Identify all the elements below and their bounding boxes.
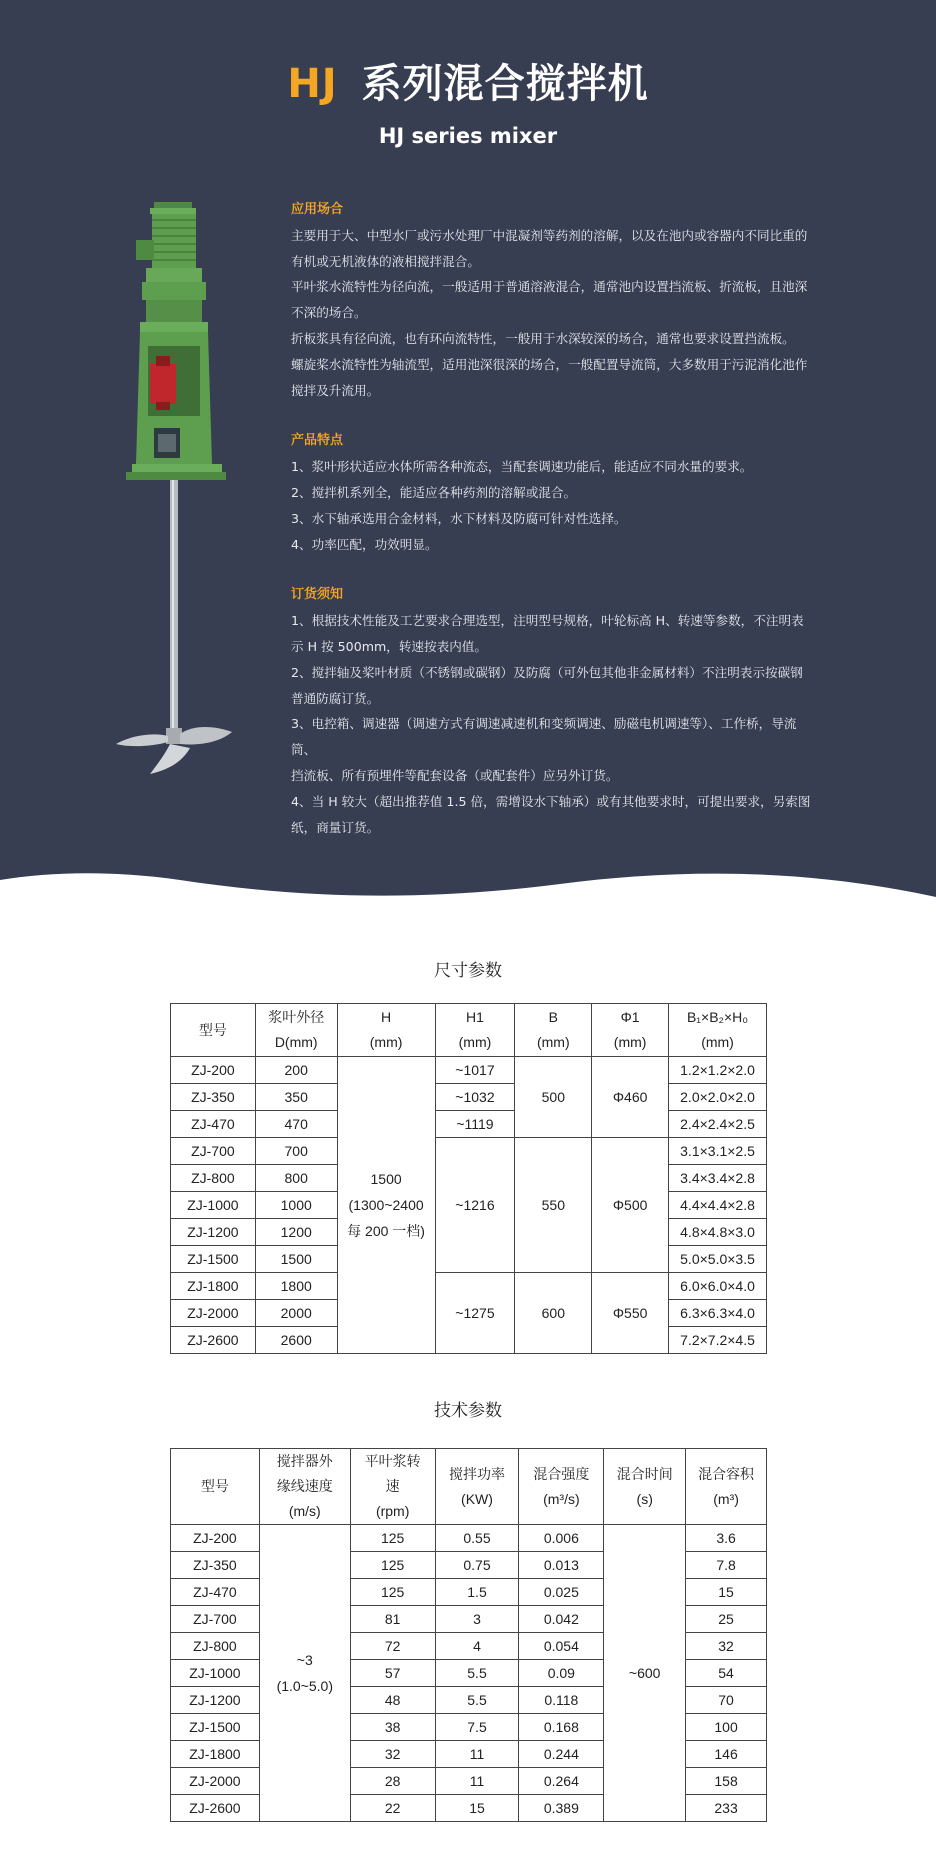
diameter-cell: 1000 bbox=[255, 1192, 337, 1219]
table-row bbox=[171, 1525, 767, 1552]
application-line: 折板浆具有径向流，也有环向流特性，一般用于水深较深的场合，通常也要求设置挡流板。 bbox=[291, 330, 795, 346]
rpm-cell: 72 bbox=[350, 1633, 435, 1660]
table-header-row bbox=[171, 1004, 767, 1057]
power-cell: 0.75 bbox=[435, 1552, 519, 1579]
volume-cell: 7.8 bbox=[686, 1552, 767, 1579]
diameter-cell: 1200 bbox=[255, 1219, 337, 1246]
header-cell: H1 (mm) bbox=[435, 1004, 515, 1057]
application-line: 搅拌及升流用。 bbox=[291, 382, 380, 398]
power-cell: 7.5 bbox=[435, 1714, 519, 1741]
intensity-cell: 0.389 bbox=[519, 1795, 604, 1822]
model-cell: ZJ-1000 bbox=[171, 1192, 256, 1219]
intensity-cell: 0.118 bbox=[519, 1687, 604, 1714]
intensity-cell: 0.264 bbox=[519, 1768, 604, 1795]
volume-cell: 100 bbox=[686, 1714, 767, 1741]
power-cell: 1.5 bbox=[435, 1579, 519, 1606]
ordering-line: 2、搅拌轴及桨叶材质（不锈钢或碳钢）及防腐（可外包其他非金属材料）不注明表示按碳钢 bbox=[291, 664, 803, 680]
model-cell: ZJ-2600 bbox=[171, 1327, 256, 1354]
power-cell: 5.5 bbox=[435, 1660, 519, 1687]
volume-cell: 3.6 bbox=[686, 1525, 767, 1552]
volume-cell: 25 bbox=[686, 1606, 767, 1633]
title-prefix: HJ bbox=[287, 61, 338, 107]
dims-cell: 7.2×7.2×4.5 bbox=[669, 1327, 767, 1354]
application-title: 应用场合 bbox=[291, 202, 344, 217]
header-cell: 混合容积 (m³) bbox=[686, 1449, 767, 1525]
model-cell: ZJ-470 bbox=[171, 1579, 260, 1606]
header-cell: 型号 bbox=[171, 1004, 256, 1057]
model-cell: ZJ-350 bbox=[171, 1552, 260, 1579]
model-cell: ZJ-1800 bbox=[171, 1273, 256, 1300]
ordering-line: 4、当 H 较大（超出推荐值 1.5 倍，需增设水下轴承）或有其他要求时，可提出要求，另索图 bbox=[291, 793, 811, 809]
h1-cell: ~1119 bbox=[435, 1111, 515, 1138]
model-cell: ZJ-700 bbox=[171, 1138, 256, 1165]
model-cell: ZJ-1800 bbox=[171, 1741, 260, 1768]
model-cell: ZJ-1200 bbox=[171, 1219, 256, 1246]
phi-cell: Φ460 bbox=[592, 1057, 669, 1138]
model-cell: ZJ-2000 bbox=[171, 1768, 260, 1795]
header-cell: H (mm) bbox=[337, 1004, 435, 1057]
model-cell: ZJ-700 bbox=[171, 1606, 260, 1633]
power-cell: 0.55 bbox=[435, 1525, 519, 1552]
ordering-line: 纸，商量订货。 bbox=[291, 819, 380, 835]
model-cell: ZJ-1500 bbox=[171, 1714, 260, 1741]
page-title bbox=[0, 52, 936, 109]
header-cell: 搅拌功率 (KW) bbox=[435, 1449, 519, 1525]
table-header-row bbox=[171, 1449, 767, 1525]
power-cell: 3 bbox=[435, 1606, 519, 1633]
feature-line: 3、水下轴承选用合金材料，水下材料及防腐可针对性选择。 bbox=[291, 510, 627, 526]
h1-cell: ~1017 bbox=[435, 1057, 515, 1084]
page-subtitle: HJ series mixer bbox=[378, 124, 558, 148]
volume-cell: 70 bbox=[686, 1687, 767, 1714]
diameter-cell: 470 bbox=[255, 1111, 337, 1138]
diameter-cell: 350 bbox=[255, 1084, 337, 1111]
application-line: 有机或无机液体的液相搅拌混合。 bbox=[291, 253, 480, 269]
dims-cell: 2.4×2.4×2.5 bbox=[669, 1111, 767, 1138]
model-cell: ZJ-2600 bbox=[171, 1795, 260, 1822]
model-cell: ZJ-1200 bbox=[171, 1687, 260, 1714]
diameter-cell: 2000 bbox=[255, 1300, 337, 1327]
application-line: 螺旋桨水流特性为轴流型，适用池深很深的场合，一般配置导流筒，大多数用于污泥消化池作 bbox=[291, 356, 808, 372]
table-row bbox=[171, 1111, 767, 1138]
intensity-cell: 0.054 bbox=[519, 1633, 604, 1660]
volume-cell: 32 bbox=[686, 1633, 767, 1660]
rpm-cell: 32 bbox=[350, 1741, 435, 1768]
features-title: 产品特点 bbox=[291, 433, 344, 449]
table-row bbox=[171, 1057, 767, 1084]
ordering-line: 普通防腐订货。 bbox=[291, 690, 380, 706]
rpm-cell: 125 bbox=[350, 1525, 435, 1552]
intensity-cell: 0.013 bbox=[519, 1552, 604, 1579]
header-cell: B (mm) bbox=[515, 1004, 592, 1057]
rpm-cell: 125 bbox=[350, 1552, 435, 1579]
volume-cell: 233 bbox=[686, 1795, 767, 1822]
header-cell: 混合强度 (m³/s) bbox=[519, 1449, 604, 1525]
power-cell: 4 bbox=[435, 1633, 519, 1660]
rpm-cell: 22 bbox=[350, 1795, 435, 1822]
dims-cell: 2.0×2.0×2.0 bbox=[669, 1084, 767, 1111]
header-cell: 混合时间 (s) bbox=[604, 1449, 686, 1525]
header-cell: 型号 bbox=[171, 1449, 260, 1525]
model-cell: ZJ-800 bbox=[171, 1165, 256, 1192]
power-cell: 5.5 bbox=[435, 1687, 519, 1714]
diameter-cell: 2600 bbox=[255, 1327, 337, 1354]
dims-cell: 4.8×4.8×3.0 bbox=[669, 1219, 767, 1246]
b-cell: 600 bbox=[515, 1273, 592, 1354]
intensity-cell: 0.025 bbox=[519, 1579, 604, 1606]
table-row bbox=[171, 1084, 767, 1111]
dimension-table bbox=[170, 1003, 767, 1354]
header-cell: 搅拌器外 缘线速度 (m/s) bbox=[259, 1449, 350, 1525]
table-row bbox=[171, 1273, 767, 1300]
application-line: 主要用于大、中型水厂或污水处理厂中混凝剂等药剂的溶解，以及在池内或容器内不同比重的 bbox=[291, 227, 808, 243]
ordering-line: 挡流板、所有预埋件等配套设备（或配套件）应另外订货。 bbox=[291, 767, 619, 783]
rpm-cell: 81 bbox=[350, 1606, 435, 1633]
rpm-cell: 125 bbox=[350, 1579, 435, 1606]
ordering-title: 订货须知 bbox=[291, 587, 344, 603]
intensity-cell: 0.244 bbox=[519, 1741, 604, 1768]
dims-cell: 3.4×3.4×2.8 bbox=[669, 1165, 767, 1192]
phi-cell: Φ500 bbox=[592, 1138, 669, 1273]
dims-cell: 6.0×6.0×4.0 bbox=[669, 1273, 767, 1300]
feature-line: 2、搅拌机系列全，能适应各种药剂的溶解或混合。 bbox=[291, 484, 577, 500]
b-cell: 500 bbox=[515, 1057, 592, 1138]
dims-cell: 1.2×1.2×2.0 bbox=[669, 1057, 767, 1084]
hero-section bbox=[0, 0, 936, 910]
model-cell: ZJ-2000 bbox=[171, 1300, 256, 1327]
rpm-cell: 48 bbox=[350, 1687, 435, 1714]
header-cell: B₁×B₂×H₀ (mm) bbox=[669, 1004, 767, 1057]
model-cell: ZJ-1000 bbox=[171, 1660, 260, 1687]
ordering-line: 3、电控箱、调速器（调速方式有调速减速机和变频调速、励磁电机调速等）、工作桥，导流筒、 bbox=[291, 716, 797, 758]
rpm-cell: 28 bbox=[350, 1768, 435, 1795]
model-cell: ZJ-1500 bbox=[171, 1246, 256, 1273]
diameter-cell: 700 bbox=[255, 1138, 337, 1165]
dims-cell: 3.1×3.1×2.5 bbox=[669, 1138, 767, 1165]
application-line: 不深的场合。 bbox=[291, 305, 367, 321]
diameter-cell: 1500 bbox=[255, 1246, 337, 1273]
header-cell: 平叶浆转 速 (rpm) bbox=[350, 1449, 435, 1525]
volume-cell: 54 bbox=[686, 1660, 767, 1687]
dims-cell: 6.3×6.3×4.0 bbox=[669, 1300, 767, 1327]
power-cell: 11 bbox=[435, 1768, 519, 1795]
model-cell: ZJ-350 bbox=[171, 1084, 256, 1111]
dimension-table-title: 尺寸参数 bbox=[434, 961, 502, 981]
intensity-cell: 0.006 bbox=[519, 1525, 604, 1552]
diameter-cell: 200 bbox=[255, 1057, 337, 1084]
power-cell: 15 bbox=[435, 1795, 519, 1822]
volume-cell: 158 bbox=[686, 1768, 767, 1795]
model-cell: ZJ-470 bbox=[171, 1111, 256, 1138]
header-cell: Φ1 (mm) bbox=[592, 1004, 669, 1057]
table-row bbox=[171, 1138, 767, 1165]
mix-time-cell: ~600 bbox=[604, 1525, 686, 1822]
volume-cell: 146 bbox=[686, 1741, 767, 1768]
intensity-cell: 0.042 bbox=[519, 1606, 604, 1633]
feature-line: 4、功率匹配，功效明显。 bbox=[291, 536, 438, 552]
h-cell: 1500 (1300~2400 每 200 一档) bbox=[337, 1057, 435, 1354]
ordering-line: 1、根据技术性能及工艺要求合理选型，注明型号规格，叶轮标高 H、转速等参数，不注明表 bbox=[291, 613, 804, 629]
model-cell: ZJ-800 bbox=[171, 1633, 260, 1660]
h1-cell: ~1216 bbox=[435, 1138, 515, 1273]
intensity-cell: 0.168 bbox=[519, 1714, 604, 1741]
application-line: 平叶浆水流特性为径向流，一般适用于普通溶液混合，通常池内设置挡流板、折流板，且池深 bbox=[291, 279, 808, 295]
dims-cell: 4.4×4.4×2.8 bbox=[669, 1192, 767, 1219]
model-cell: ZJ-200 bbox=[171, 1525, 260, 1552]
h1-cell: ~1032 bbox=[435, 1084, 515, 1111]
rpm-cell: 38 bbox=[350, 1714, 435, 1741]
speed-cell: ~3 (1.0~5.0) bbox=[259, 1525, 350, 1822]
diameter-cell: 800 bbox=[255, 1165, 337, 1192]
h1-cell: ~1275 bbox=[435, 1273, 515, 1354]
mixer-illustration bbox=[112, 196, 242, 776]
diameter-cell: 1800 bbox=[255, 1273, 337, 1300]
rpm-cell: 57 bbox=[350, 1660, 435, 1687]
model-cell: ZJ-200 bbox=[171, 1057, 256, 1084]
intensity-cell: 0.09 bbox=[519, 1660, 604, 1687]
tech-table bbox=[170, 1448, 767, 1822]
volume-cell: 15 bbox=[686, 1579, 767, 1606]
title-main: 系列混合搅拌机 bbox=[361, 61, 649, 107]
feature-line: 1、浆叶形状适应水体所需各种流态，当配套调速功能后，能适应不同水量的要求。 bbox=[291, 459, 753, 475]
tech-table-title: 技术参数 bbox=[434, 1401, 502, 1421]
description-content bbox=[291, 197, 811, 840]
dims-cell: 5.0×5.0×3.5 bbox=[669, 1246, 767, 1273]
ordering-line: 示 H 按 500mm，转速按表内值。 bbox=[291, 638, 487, 654]
b-cell: 550 bbox=[515, 1138, 592, 1273]
header-cell: 浆叶外径 D(mm) bbox=[255, 1004, 337, 1057]
phi-cell: Φ550 bbox=[592, 1273, 669, 1354]
power-cell: 11 bbox=[435, 1741, 519, 1768]
